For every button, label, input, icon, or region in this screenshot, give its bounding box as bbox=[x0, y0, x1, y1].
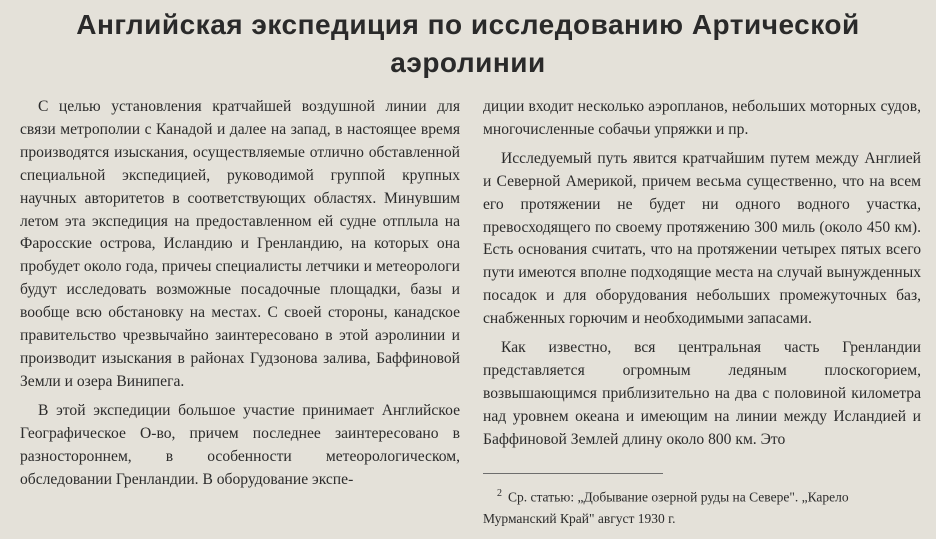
title-line-1: Английская экспедиция по исследованию Артической bbox=[76, 9, 860, 40]
footnote bbox=[483, 483, 921, 529]
left-paragraph-1: С целью установления кратчайшей воздушной линии для связи метрополии с Канадой и далее на запад, в настоящее время производятся изыскания, осуществляемые отлично обставленной специальной экспедицией, руководимой группой крупных научных авторитетов в соответствующих областях. Минувшим летом эта экспедиция на предоставленном ей судне отплыла на Фаросские острова, Исландию и Гренландию, на которых она пробудет около года, причеы специалисты летчики и метеорологи будут исследовать возможные посадочные площадки, базы и вообще всю обстановку на местах. С своей стороны, канадское правительство чрезвычайно заинтересовано в этой аэролинии и производит изыскания в районах Гудзонова залива, Баффиновой Земли и озера Винипега. bbox=[20, 98, 460, 390]
footnote-text: Ср. статью: „Добывание озерной руды на Севере". „Карело Мурманский Край" август 1930 г. bbox=[483, 489, 849, 526]
right-paragraph-2: Исследуемый путь явится кратчайшим путем между Англией и Северной Америкой, причем весьма существенно, что на всем его протяжении не будет ни одного водного участка, превосходящего по своему протяжению 300 миль (около 450 км). Есть основания считать, что на протяжении четырех пятых всего пути имеются вполне подходящие места на случай вынужденных посадок и для оборудования небольших промежуточных баз, снабженных горючим и необходимыми запасами. bbox=[483, 149, 921, 328]
right-paragraph-1: диции входит несколько аэропланов, небольших моторных судов, многочисленные собачьи упряжки и пр. bbox=[483, 98, 921, 138]
footnote-divider bbox=[483, 473, 663, 474]
page-title bbox=[0, 6, 936, 82]
title-line-2: аэролинии bbox=[390, 47, 546, 78]
left-paragraph-2: В этой экспедиции большое участие принимает Английское Географическое О-во, причем последнее заинтересовано в разностороннем, в особенности метеорологическом, обследовании Гренландии. В оборудование экспе- bbox=[20, 401, 460, 488]
right-column bbox=[483, 96, 921, 452]
right-paragraph-3: Как известно, вся центральная часть Гренландии представляется огромным ледяным плоскогорием, возвышающимся приблизительно на два с половиной километра над уровнем океана и имеющим на линии между Исландией и Баффиновой Землей длину около 800 км. Это bbox=[483, 339, 921, 448]
left-column bbox=[20, 96, 460, 491]
footnote-number: 2 bbox=[497, 488, 502, 499]
